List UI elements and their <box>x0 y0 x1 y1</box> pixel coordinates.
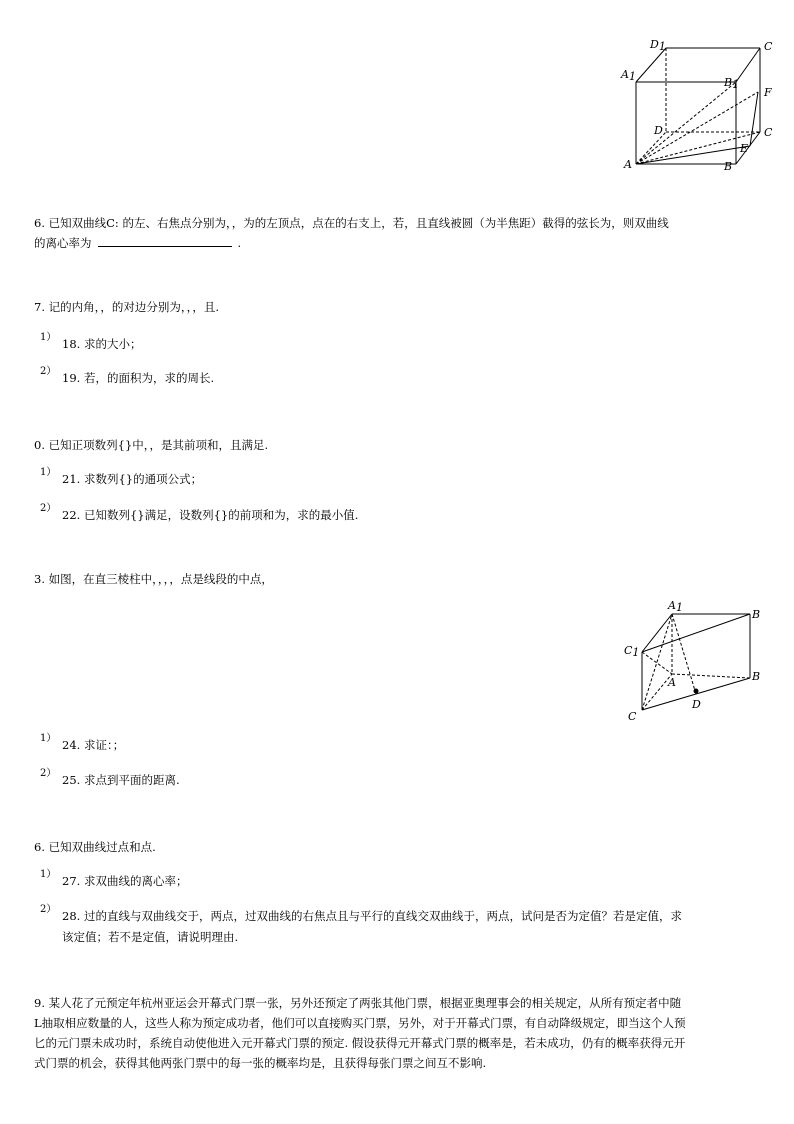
q16-answer-blank <box>98 236 232 247</box>
prism-label-C: C <box>628 710 637 723</box>
cube-figure <box>618 34 794 176</box>
cube-label-D: D <box>654 124 663 137</box>
q26-part1-mark: 1） <box>40 869 57 880</box>
prism-label-D: D <box>692 698 701 711</box>
prism-figure <box>620 596 794 724</box>
cube-label-C: C <box>764 126 773 139</box>
prism-label-A: A <box>668 676 676 689</box>
q17-part1-mark: 1） <box>40 332 57 343</box>
q23-part1: 24. 求证：； <box>62 738 125 752</box>
cube-label-E: E <box>740 142 749 155</box>
q16-line2-post: . <box>237 236 242 250</box>
q17-part2-mark: 2） <box>40 366 57 377</box>
q23-part2: 25. 求点到平面的距离. <box>62 773 180 787</box>
q26-part2-line2: 该定值；若不是定值，请说明理由. <box>62 930 239 944</box>
cube-label-A1: A1 <box>621 68 636 83</box>
prism-label-B1: B <box>752 608 761 621</box>
prism-label-C1: C1 <box>624 644 640 659</box>
q17-part1: 18. 求的大小； <box>62 337 142 351</box>
q29-line2: L抽取相应数量的人，这些人称为预定成功者，他们可以直接购买门票，另外，对于开幕式门票，有自动降级规定，即当这个人预 <box>34 1016 686 1030</box>
cube-label-A: A <box>624 158 632 171</box>
q29-line3: 匕的元门票未成功时，系统自动使他进入元开幕式门票的预定. 假设获得元开幕式门票的概率是，若未成功，仍有的概率获得元开 <box>34 1036 686 1050</box>
cube-label-B: B <box>724 160 733 173</box>
q16-line1: 6. 已知双曲线C: 的左、右焦点分别为，，为的左顶点，点在的右支上，若，且直线被圆（为半焦距）截得的弦长为，则双曲线 <box>34 216 669 230</box>
cube-label-B1: B1 <box>724 76 740 91</box>
cube-label-D1: D1 <box>650 38 666 53</box>
cube-label-C1: C <box>764 40 773 53</box>
q29-line1: 9. 某人花了元预定年杭州亚运会开幕式门票一张，另外还预定了两张其他门票，根据亚奥理事会的相关规定，从所有预定者中随 <box>34 996 682 1010</box>
q20-part2: 22. 已知数列{}满足，设数列{}的前项和为，求的最小值. <box>62 508 359 522</box>
prism-label-B: B <box>752 670 761 683</box>
q20-part1-mark: 1） <box>40 467 57 478</box>
q26-part1: 27. 求双曲线的离心率； <box>62 874 188 888</box>
q17-stem: 7. 记的内角，，的对边分别为，，，且. <box>34 300 220 314</box>
prism-label-A1: A1 <box>668 599 683 614</box>
q16-line2-pre: 的离心率为 <box>34 236 92 250</box>
q26-part2-line1: 28. 过的直线与双曲线交于，两点，过双曲线的右焦点且与平行的直线交双曲线于，两点，试问是否为定值？若是定值，求 <box>62 909 682 923</box>
prism-point-D <box>694 689 699 694</box>
q23-stem: 3. 如图，在直三棱柱中，，，，点是线段的中点， <box>34 572 273 586</box>
q20-part1: 21. 求数列{}的通项公式； <box>62 472 203 486</box>
q29-line4: 式门票的机会，获得其他两张门票中的每一张的概率均是，且获得每张门票之间互不影响. <box>34 1056 487 1070</box>
q23-part2-mark: 2） <box>40 768 57 779</box>
q16-line2 <box>34 236 241 250</box>
q20-part2-mark: 2） <box>40 503 57 514</box>
q26-part2-mark: 2） <box>40 904 57 915</box>
q20-stem: 0. 已知正项数列{}中，，是其前项和，且满足. <box>34 438 269 452</box>
q23-part1-mark: 1） <box>40 733 57 744</box>
q17-part2: 19. 若，的面积为，求的周长. <box>62 371 215 385</box>
q26-stem: 6. 已知双曲线过点和点. <box>34 840 156 854</box>
cube-label-F: F <box>764 86 772 99</box>
